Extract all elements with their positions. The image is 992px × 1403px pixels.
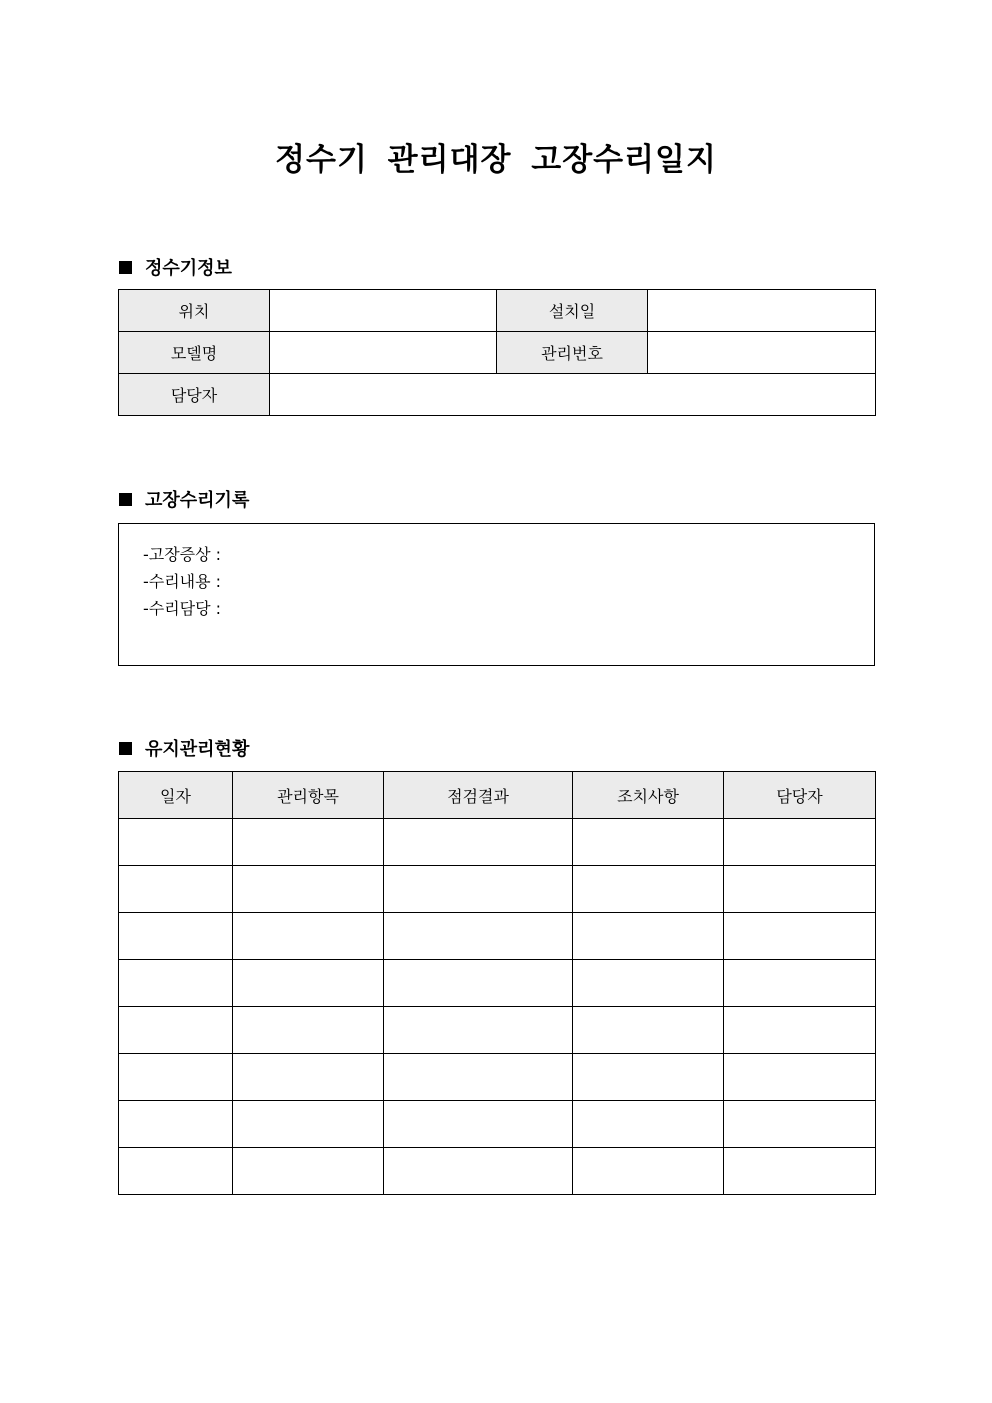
table-cell[interactable] [384, 1054, 573, 1101]
table-row [119, 866, 876, 913]
column-header-action: 조치사항 [573, 772, 724, 819]
table-cell[interactable] [573, 819, 724, 866]
table-cell[interactable] [233, 1007, 384, 1054]
repair-record-lines [143, 541, 221, 622]
table-cell[interactable] [384, 1101, 573, 1148]
manager-value-cell[interactable] [270, 374, 876, 416]
table-cell[interactable] [573, 1101, 724, 1148]
table-cell[interactable] [724, 1101, 876, 1148]
table-cell[interactable] [573, 960, 724, 1007]
table-row [119, 819, 876, 866]
section-heading-info [119, 254, 232, 280]
table-cell[interactable] [233, 819, 384, 866]
table-cell[interactable] [119, 1148, 233, 1195]
section-heading-label: 정수기정보 [145, 258, 232, 279]
install-date-label: 설치일 [497, 290, 648, 332]
table-row [119, 332, 876, 374]
manager-label: 담당자 [119, 374, 270, 416]
info-table [118, 289, 876, 416]
section-heading-maintenance [119, 735, 249, 761]
column-header-date: 일자 [119, 772, 233, 819]
table-cell[interactable] [384, 913, 573, 960]
repair-record-box[interactable] [118, 523, 875, 666]
table-cell[interactable] [119, 1101, 233, 1148]
maintenance-table [118, 771, 876, 1195]
model-value-cell[interactable] [270, 332, 497, 374]
mgmt-no-value-cell[interactable] [648, 332, 876, 374]
table-cell[interactable] [724, 960, 876, 1007]
table-cell[interactable] [384, 960, 573, 1007]
repair-content-line: -수리내용 : [143, 572, 222, 591]
table-row [119, 1148, 876, 1195]
table-cell[interactable] [724, 866, 876, 913]
table-cell[interactable] [384, 866, 573, 913]
section-heading-repair [119, 486, 249, 512]
table-cell[interactable] [233, 960, 384, 1007]
section-heading-label: 유지관리현황 [145, 739, 250, 760]
column-header-result: 점검결과 [384, 772, 573, 819]
table-cell[interactable] [573, 1007, 724, 1054]
table-cell[interactable] [233, 1148, 384, 1195]
square-bullet-icon [119, 261, 132, 274]
table-cell[interactable] [119, 913, 233, 960]
install-date-value-cell[interactable] [648, 290, 876, 332]
location-value-cell[interactable] [270, 290, 497, 332]
table-cell[interactable] [119, 960, 233, 1007]
table-row [119, 913, 876, 960]
model-label: 모델명 [119, 332, 270, 374]
table-cell[interactable] [119, 819, 233, 866]
table-cell[interactable] [724, 1054, 876, 1101]
table-row [119, 1101, 876, 1148]
square-bullet-icon [119, 742, 132, 755]
page-title: 정수기 관리대장 고장수리일지 [275, 142, 717, 178]
square-bullet-icon [119, 493, 132, 506]
table-cell[interactable] [384, 819, 573, 866]
section-heading-label: 고장수리기록 [145, 490, 250, 511]
table-row [119, 1007, 876, 1054]
table-cell[interactable] [384, 1148, 573, 1195]
table-cell[interactable] [119, 1054, 233, 1101]
table-cell[interactable] [573, 866, 724, 913]
column-header-manager: 담당자 [724, 772, 876, 819]
table-cell[interactable] [573, 913, 724, 960]
table-cell[interactable] [384, 1007, 573, 1054]
column-header-item: 관리항목 [233, 772, 384, 819]
repair-person-line: -수리담당 : [143, 599, 222, 618]
table-cell[interactable] [233, 1101, 384, 1148]
table-cell[interactable] [724, 819, 876, 866]
table-cell[interactable] [724, 913, 876, 960]
repair-symptom-line: -고장증상 : [143, 545, 222, 564]
table-row [119, 374, 876, 416]
location-label: 위치 [119, 290, 270, 332]
table-cell[interactable] [573, 1054, 724, 1101]
mgmt-no-label: 관리번호 [497, 332, 648, 374]
maintenance-table-body [119, 819, 876, 1195]
table-header-row [119, 772, 876, 819]
table-cell[interactable] [233, 866, 384, 913]
table-cell[interactable] [724, 1007, 876, 1054]
table-cell[interactable] [573, 1148, 724, 1195]
table-cell[interactable] [119, 866, 233, 913]
table-cell[interactable] [724, 1148, 876, 1195]
table-row [119, 1054, 876, 1101]
table-cell[interactable] [119, 1007, 233, 1054]
table-cell[interactable] [233, 913, 384, 960]
table-cell[interactable] [233, 1054, 384, 1101]
table-row [119, 290, 876, 332]
table-row [119, 960, 876, 1007]
